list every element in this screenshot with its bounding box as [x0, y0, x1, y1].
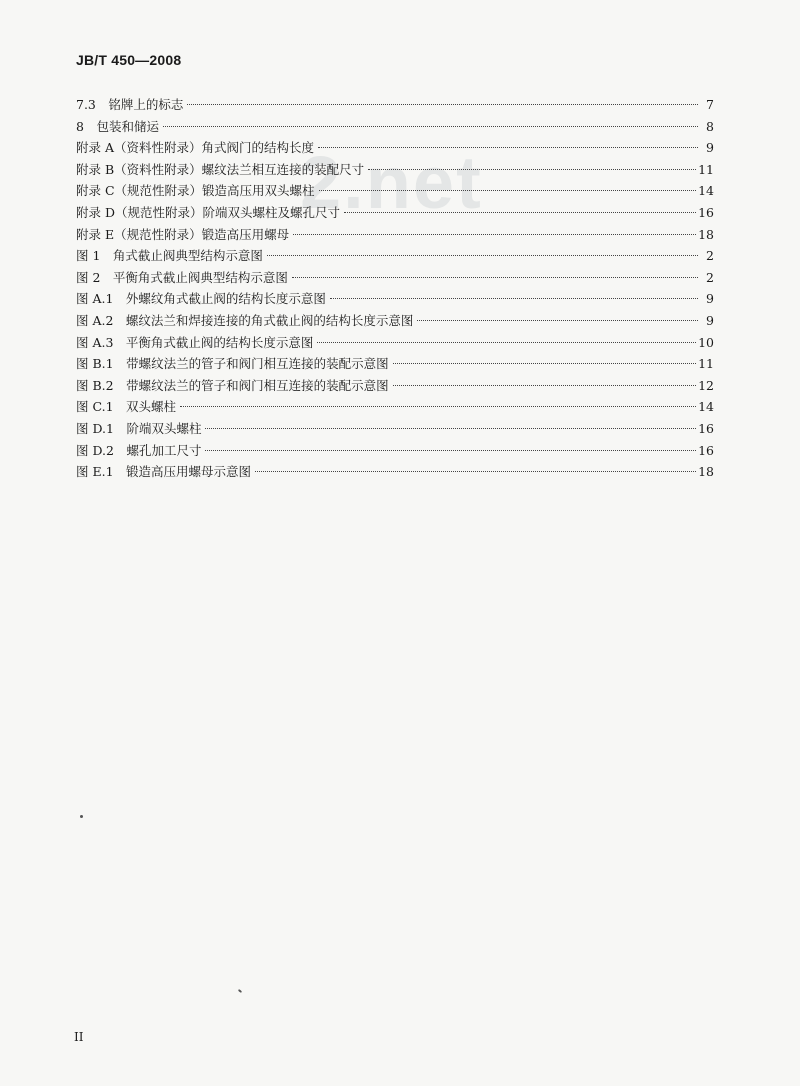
- toc-entry-page: 12: [698, 377, 714, 393]
- toc-leader-dots: [344, 212, 696, 213]
- toc-entry-page: 9: [706, 140, 714, 156]
- toc-entry-page: 9: [706, 291, 714, 307]
- toc-entry[interactable]: [76, 94, 714, 116]
- toc-entry-label: 图 D.2 螺孔加工尺寸: [76, 442, 202, 458]
- toc-entry-label: 图 A.3 平衡角式截止阀的结构长度示意图: [76, 334, 314, 350]
- toc-entry[interactable]: [76, 137, 714, 159]
- toc-entry-page: 11: [698, 161, 714, 177]
- toc-entry[interactable]: [76, 396, 714, 418]
- toc-entry-page: 7: [706, 97, 714, 112]
- toc-entry-label: 图 E.1 锻造高压用螺母示意图: [76, 464, 252, 480]
- watermark: 2.net: [300, 141, 483, 224]
- toc-entry-page: 16: [698, 420, 714, 436]
- toc-entry-label: 附录 D（规范性附录）阶端双头螺柱及螺孔尺寸: [76, 204, 340, 220]
- toc-leader-dots: [319, 190, 697, 191]
- toc-leader-dots: [318, 147, 698, 148]
- toc-entry[interactable]: [76, 116, 714, 138]
- table-of-contents: [76, 94, 714, 483]
- toc-entry-label: 图 B.2 带螺纹法兰的管子和阀门相互连接的装配示意图: [76, 377, 389, 393]
- toc-leader-dots: [393, 385, 697, 386]
- toc-entry-page: 10: [698, 334, 714, 350]
- toc-entry[interactable]: [76, 332, 714, 354]
- toc-entry[interactable]: [76, 180, 714, 202]
- toc-entry-label: 图 D.1 阶端双头螺柱: [76, 420, 202, 436]
- toc-entry-page: 14: [698, 183, 714, 199]
- toc-entry[interactable]: [76, 461, 714, 483]
- toc-entry-page: 8: [706, 118, 714, 134]
- toc-entry[interactable]: [76, 440, 714, 462]
- toc-entry[interactable]: [76, 245, 714, 267]
- toc-entry-label: 附录 B（资料性附录）螺纹法兰相互连接的装配尺寸: [76, 161, 365, 177]
- toc-entry[interactable]: [76, 202, 714, 224]
- toc-entry[interactable]: [76, 288, 714, 310]
- page-number: II: [74, 1030, 84, 1044]
- toc-leader-dots: [368, 169, 696, 170]
- toc-leader-dots: [317, 342, 696, 343]
- toc-entry-label: 图 A.2 螺纹法兰和焊接连接的角式截止阀的结构长度示意图: [76, 312, 414, 328]
- toc-entry-label: 附录 A（资料性附录）角式阀门的结构长度: [76, 140, 315, 156]
- scan-speck: [80, 815, 83, 818]
- toc-entry-page: 18: [698, 226, 714, 242]
- scan-speck: [238, 989, 242, 993]
- toc-entry[interactable]: [76, 224, 714, 246]
- toc-entry-label: 图 1 角式截止阀典型结构示意图: [76, 248, 263, 264]
- toc-entry-label: 附录 C（规范性附录）锻造高压用双头螺柱: [76, 183, 315, 199]
- toc-leader-dots: [255, 471, 696, 472]
- toc-leader-dots: [393, 363, 697, 364]
- toc-leader-dots: [293, 234, 696, 235]
- toc-entry-page: 16: [698, 204, 714, 220]
- toc-entry-label: 图 A.1 外螺纹角式截止阀的结构长度示意图: [76, 291, 326, 307]
- toc-entry[interactable]: [76, 353, 714, 375]
- toc-entry-label: 图 B.1 带螺纹法兰的管子和阀门相互连接的装配示意图: [76, 356, 389, 372]
- toc-leader-dots: [180, 406, 696, 407]
- toc-leader-dots: [187, 104, 698, 105]
- document-id-header: JB/T 450—2008: [76, 52, 182, 68]
- toc-entry[interactable]: [76, 159, 714, 181]
- toc-leader-dots: [205, 428, 696, 429]
- toc-entry-page: 18: [698, 464, 714, 480]
- toc-entry[interactable]: [76, 418, 714, 440]
- toc-entry-label: 8 包装和储运: [76, 118, 159, 134]
- toc-entry-page: 9: [706, 312, 714, 328]
- toc-entry-label: 附录 E（规范性附录）锻造高压用螺母: [76, 226, 290, 242]
- toc-leader-dots: [417, 320, 698, 321]
- toc-entry[interactable]: [76, 310, 714, 332]
- toc-entry-label: 7.3 铭牌上的标志: [76, 97, 184, 112]
- toc-leader-dots: [292, 277, 698, 278]
- toc-entry-page: 14: [698, 399, 714, 415]
- toc-leader-dots: [163, 126, 698, 127]
- toc-leader-dots: [330, 298, 698, 299]
- toc-entry-page: 16: [698, 442, 714, 458]
- toc-entry-page: 11: [698, 356, 714, 372]
- toc-entry-page: 2: [706, 248, 714, 264]
- toc-leader-dots: [205, 450, 696, 451]
- toc-entry-label: 图 2 平衡角式截止阀典型结构示意图: [76, 269, 288, 285]
- toc-entry[interactable]: [76, 375, 714, 397]
- toc-entry[interactable]: [76, 267, 714, 289]
- toc-entry-page: 2: [706, 269, 714, 285]
- toc-leader-dots: [267, 255, 698, 256]
- toc-entry-label: 图 C.1 双头螺柱: [76, 399, 177, 415]
